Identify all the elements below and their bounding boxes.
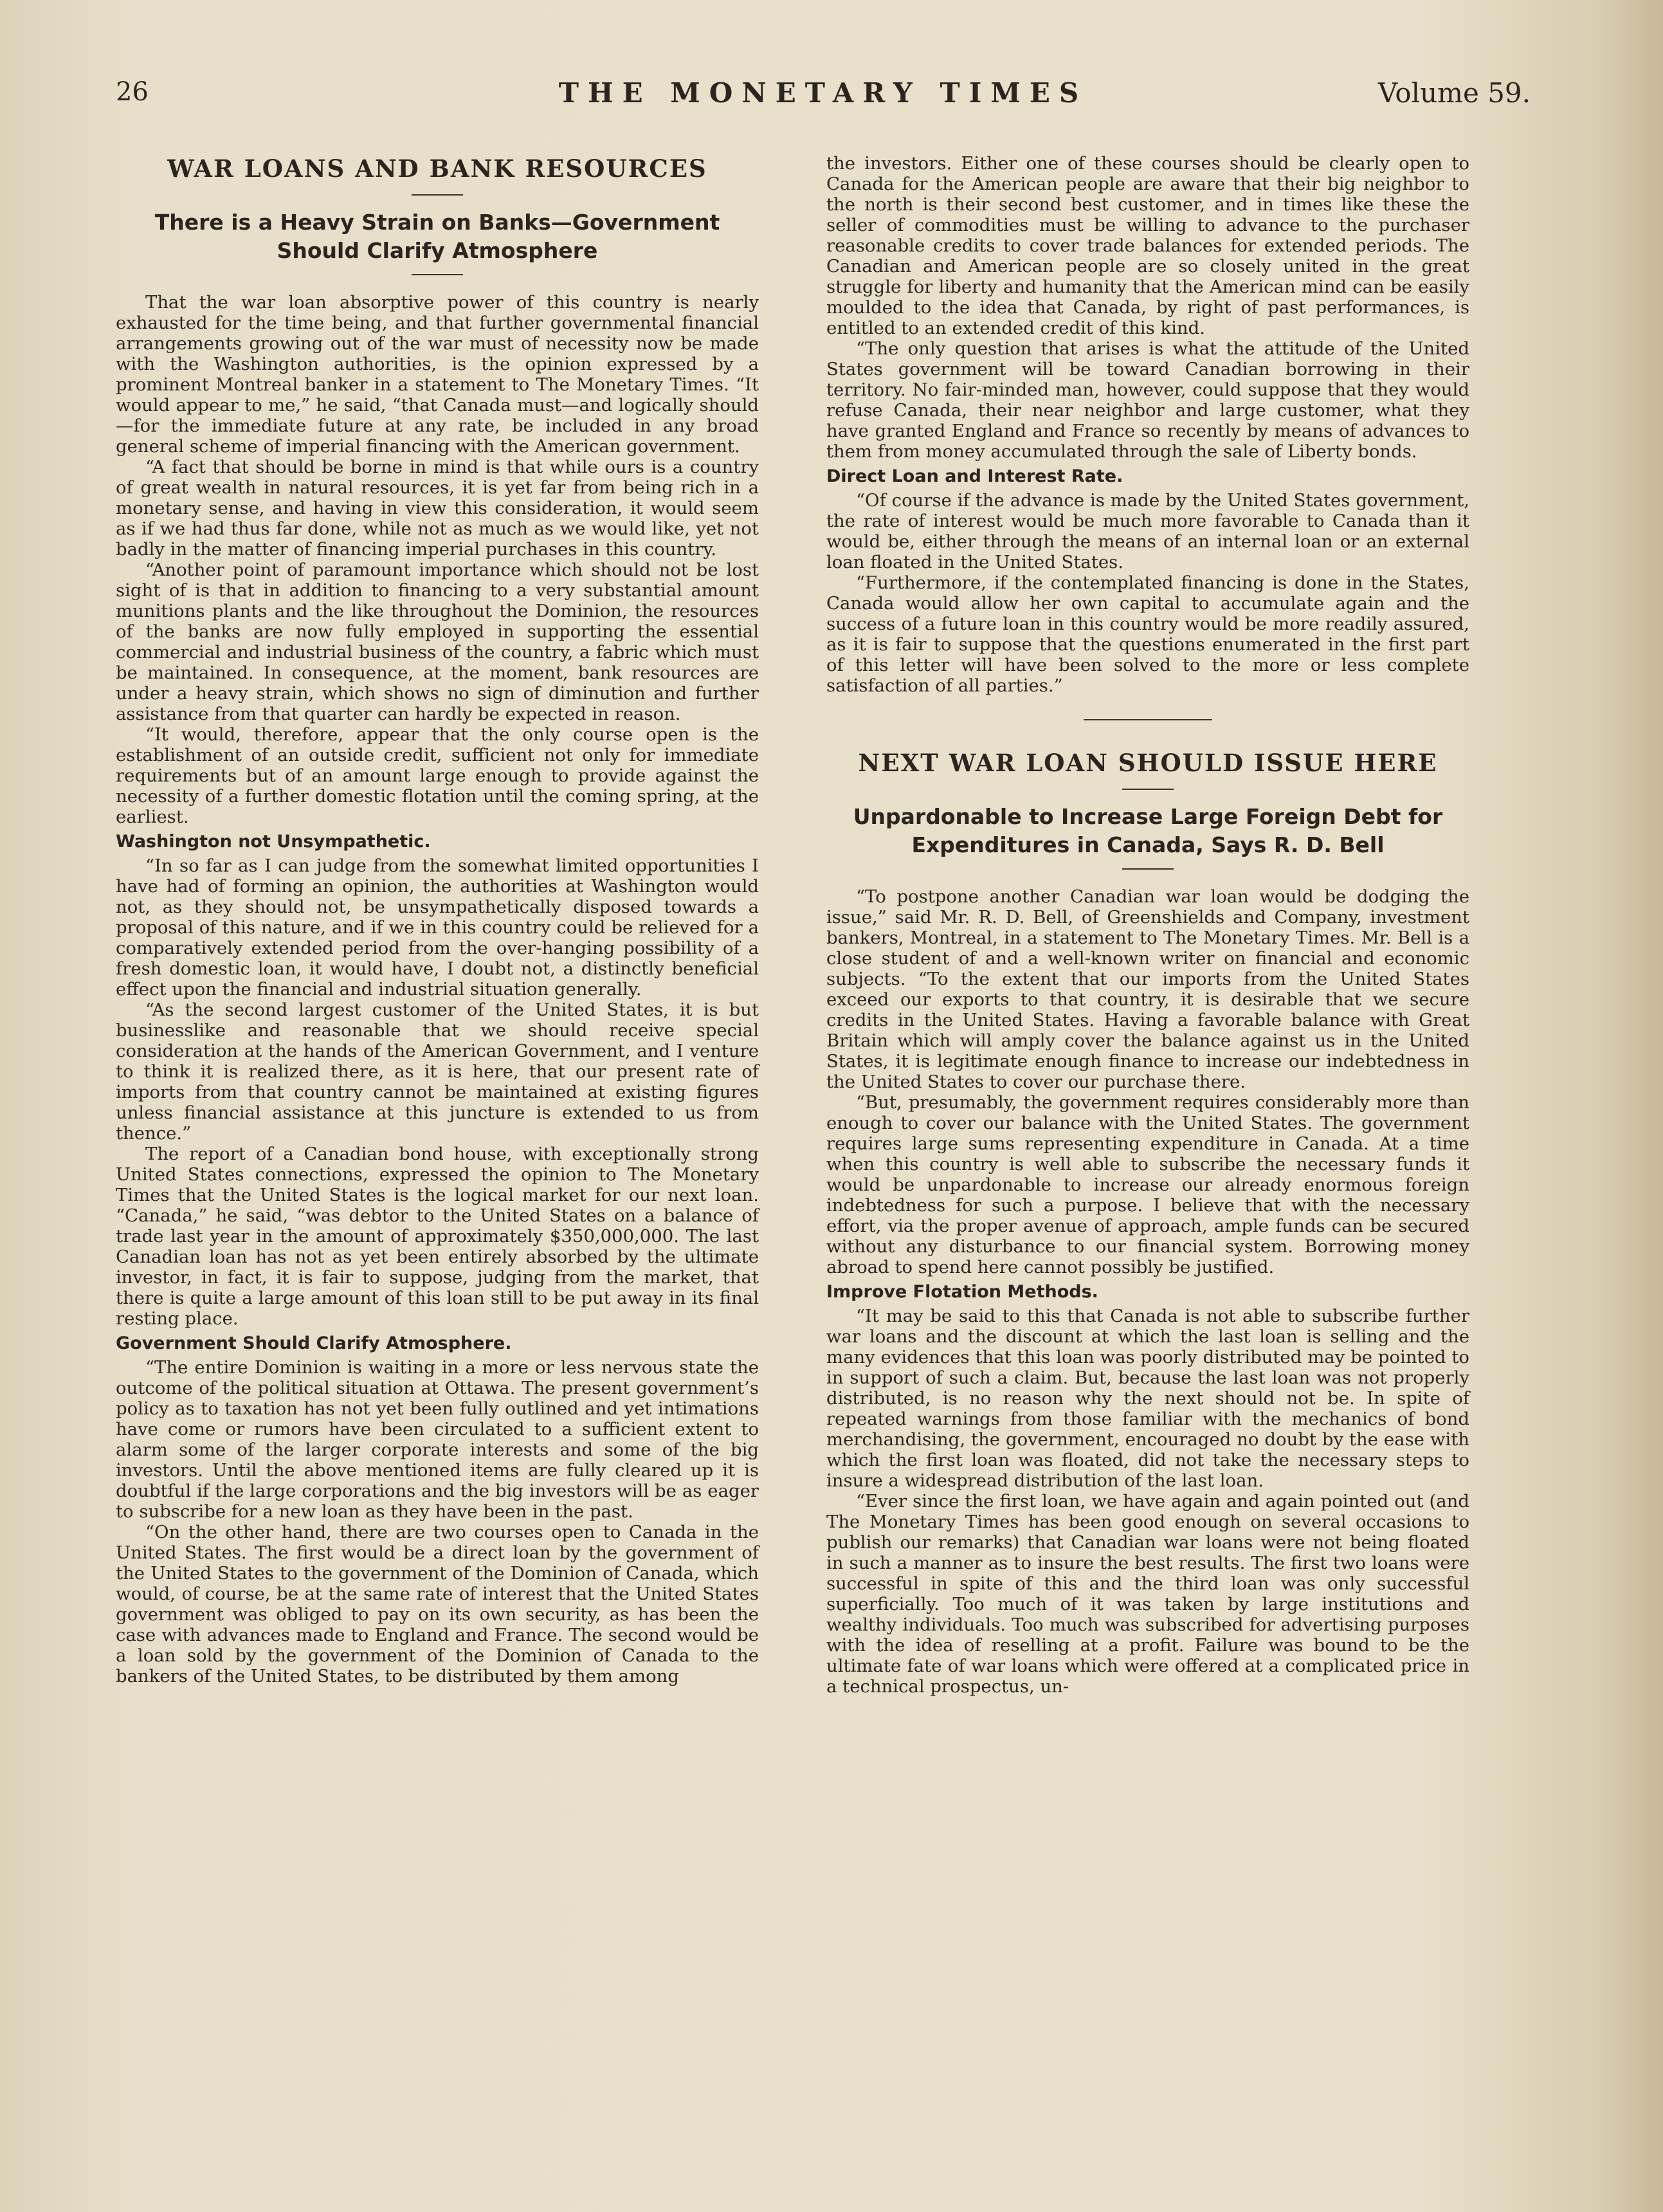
article2-headline: NEXT WAR LOAN SHOULD ISSUE HERE: [858, 749, 1438, 777]
paragraph: “As the second largest customer of the United States, it is but businesslike and reasonable that we should receive special consideration at the hands of the American Government, and I venture to think it is realized there, as it is here, that our present rate of imports from that country cannot be maintained at existing figures unless financial assistance at this juncture is extended to us from thence.”: [116, 1000, 759, 1144]
left-column: [116, 154, 759, 1686]
paragraph: “On the other hand, there are two courses open to Canada in the United States. The first would be a direct loan by the government of the United States to the government of the Dominion of Canada, which would, of course, be at the same rate of interest that the United States government was obliged to pay on its own security, as has been the case with advances made to England and France. The second would be a loan sold by the government of the Dominion of Canada to the bankers of the United States, to be distributed by them among: [116, 1522, 759, 1686]
subhead: Washington not Unsympathetic.: [116, 832, 431, 852]
paragraph: “In so far as I can judge from the somewhat limited opportunities I have had of forming an opinion, the authorities at Washington would not, as they should not, be unsympathetically disposed towards a proposal of this nature, and if we in this country could be relieved for a comparatively extended period from the over-hanging possibility of a fresh domestic loan, it would have, I doubt not, a distinctly beneficial effect upon the financial and industrial situation generally.: [116, 855, 759, 1000]
article1-deck: There is a Heavy Strain on Banks—Government Should Clarify Atmosphere: [154, 210, 720, 263]
page-number: 26: [116, 77, 149, 107]
paragraph: the investors. Either one of these courses should be clearly open to Canada for the American people are aware that their big neighbor to the north is their second best customer, and in times like these the seller of commodities must be willing to advance to the purchaser reasonable credits to cover trade balances for extended periods. The Canadian and American people are so closely united in the great struggle for liberty and humanity that the American mind can be easily moulded to the idea that Canada, by right of past performances, is entitled to an extended credit of this kind.: [826, 153, 1469, 338]
article2-deck: Unpardonable to Increase Large Foreign Debt for Expenditures in Canada, Says R. D. Bell: [853, 804, 1443, 857]
divider: [1122, 868, 1174, 870]
paragraph: “The only question that arises is what the attitude of the United States government will be toward Canadian borrowing in their territory. No fair-minded man, however, could suppose that they would refuse Canada, their near neighbor and large customer, what they have granted England and France so recently by means of advances to them from money accumulated through the sale of Liberty bonds.: [826, 338, 1469, 462]
divider: [1122, 789, 1174, 790]
paragraph: That the war loan absorptive power of this country is nearly exhausted for the time being, and that further governmental financial arrangements growing out of the war must of necessity now be made with the Washington authorities, is the opinion expressed by a prominent Montreal banker in a statement to The Monetary Times. “It would appear to me,” he said, “that Canada must—and logically should—for the immediate future at any rate, be included in any broad general scheme of imperial financing with the American government.: [116, 292, 759, 457]
paragraph: “To postpone another Canadian war loan would be dodging the issue,” said Mr. R. D. Bell, of Greenshields and Company, investment bankers, Montreal, in a statement to The Monetary Times. Mr. Bell is a close student of and a well-known writer on financial and economic subjects. “To the extent that our imports from the United States exceed our exports to that country, it is desirable that we secure credits in the United States. Having a favorable balance with Great Britain which will amply cover the balance against us in the United States, it is legitimate enough finance to increase our indebtedness in the United States to cover our purchase there.: [826, 886, 1469, 1092]
paragraph: “Another point of paramount importance which should not be lost sight of is that in addition to financing to a very substantial amount munitions plants and the like throughout the Dominion, the resources of the banks are now fully employed in supporting the essential commercial and industrial business of the country, a fabric which must be maintained. In consequence, at the moment, bank resources are under a heavy strain, which shows no sign of diminution and further assistance from that quarter can hardly be expected in reason.: [116, 560, 759, 724]
paragraph: “Of course if the advance is made by the United States government, the rate of interest would be much more favorable to Canada than it would be, either through the means of an internal loan or an external loan floated in the United States.: [826, 490, 1469, 572]
divider: [412, 274, 463, 275]
paragraph: “A fact that should be borne in mind is that while ours is a country of great wealth in natural resources, it is yet far from being rich in a monetary sense, and having in view this consideration, it would seem as if we had thus far done, while not as much as we would like, yet not badly in the matter of financing imperial purchases in this country.: [116, 457, 759, 560]
paragraph: “Ever since the first loan, we have again and again pointed out (and The Monetary Times has been good enough on several occasions to publish our remarks) that Canadian war loans were not being floated in such a manner as to insure the best results. The first two loans were successful in spite of this and the third loan was only successful superficially. Too much of it was taken by large institutions and wealthy individuals. Too much was subscribed for advertising purposes with the idea of reselling at a profit. Failure was bound to be the ultimate fate of war loans which were offered at a complicated price in a technical prospectus, un-: [826, 1491, 1469, 1697]
subhead: Direct Loan and Interest Rate.: [826, 466, 1123, 486]
subhead: Improve Flotation Methods.: [826, 1282, 1098, 1302]
paragraph: “It may be said to this that Canada is not able to subscribe further war loans and the discount at which the last loan is selling and the many evidences that this loan was poorly distributed may be pointed to in support of such a claim. But, because the last loan was not properly distributed, is no reason why the next should not be. In spite of repeated warnings from those familiar with the mechanics of bond merchandising, the government, encouraged no doubt by the ease with which the first loan was floated, did not take the necessary steps to insure a widespread distribution of the last loan.: [826, 1306, 1469, 1491]
paragraph: The report of a Canadian bond house, with exceptionally strong United States connections, expressed the opinion to The Monetary Times that the United States is the logical market for our next loan. “Canada,” he said, “was debtor to the United States on a balance of trade last year in the amount of approximately $350,000,000. The last Canadian loan has not as yet been entirely absorbed by the ultimate investor, in fact, it is fair to suppose, judging from the market, that there is quite a large amount of this loan still to be put away in its final resting place.: [116, 1144, 759, 1329]
journal-title: THE MONETARY TIMES: [558, 77, 1088, 109]
section-divider: [1084, 719, 1212, 720]
paragraph: “It would, therefore, appear that the only course open is the establishment of an outside credit, sufficient not only for immediate requirements but of an amount large enough to provide against the necessity of a further domestic flotation until the coming spring, at the earliest.: [116, 724, 759, 827]
paragraph: “Furthermore, if the contemplated financing is done in the States, Canada would allow her own capital to accumulate again and the success of a future loan in this country would be more readily assured, as it is fair to suppose that the questions enumerated in the first part of this letter will have been solved to the more or less complete satisfaction of all parties.”: [826, 572, 1469, 696]
right-column: [826, 153, 1469, 1697]
page-header: [116, 77, 1531, 116]
paragraph: “The entire Dominion is waiting in a more or less nervous state the outcome of the political situation at Ottawa. The present government’s policy as to taxation has not yet been fully outlined and yet intimations have come or rumors have been circulated to a sufficient extent to alarm some of the larger corporate interests and some of the big investors. Until the above mentioned items are fully cleared up it is doubtful if the large corporations and the big investors will be as eager to subscribe for a new loan as they have been in the past.: [116, 1357, 759, 1522]
paragraph: “But, presumably, the government requires considerably more than enough to cover our balance with the United States. The government requires large sums representing expenditure in Canada. At a time when this country is well able to subscribe the necessary funds it would be unpardonable to increase our already enormous foreign indebtedness for such a purpose. I believe that with the necessary effort, via the proper avenue of approach, ample funds can be secured without any disturbance to our financial system. Borrowing money abroad to spend here cannot possibly be justified.: [826, 1092, 1469, 1277]
article1-headline: WAR LOANS AND BANK RESOURCES: [167, 154, 707, 183]
volume-label: Volume 59.: [1377, 77, 1531, 109]
divider: [412, 194, 463, 196]
subhead: Government Should Clarify Atmosphere.: [116, 1333, 512, 1353]
